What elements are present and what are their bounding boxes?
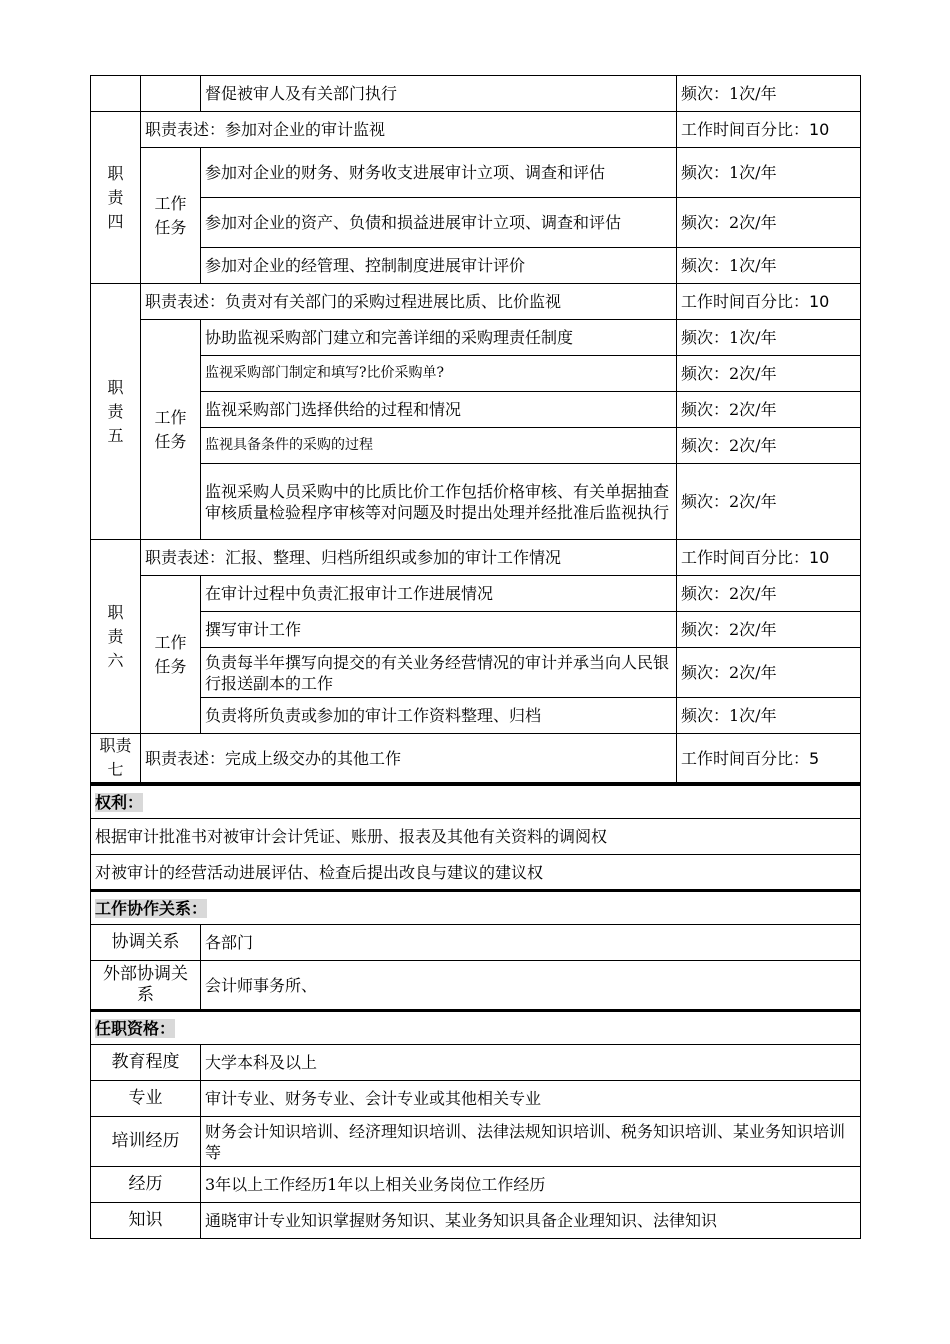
relation-label: 外部协调关系 (91, 961, 201, 1011)
qualification-value: 3年以上工作经历1年以上相关业务岗位工作经历 (201, 1167, 861, 1203)
task-text: 督促被审人及有关部门执行 (201, 76, 677, 112)
duty-description-row (91, 284, 861, 320)
task-text: 监视具备条件的采购的过程 (201, 428, 677, 464)
table-row (91, 698, 861, 734)
qualification-label: 培训经历 (91, 1117, 201, 1167)
relations-heading: 工作协作关系： (91, 891, 861, 925)
list-item (91, 855, 861, 891)
duty-time-percent: 工作时间百分比：10 (677, 284, 861, 320)
task-text: 撰写审计工作 (201, 612, 677, 648)
task-frequency: 频次：2次/年 (677, 428, 861, 464)
duty-title: 职责四 (91, 112, 141, 284)
duty-title: 职责六 (91, 540, 141, 734)
task-frequency: 频次：1次/年 (677, 320, 861, 356)
duty-title: 职责七 (91, 734, 141, 783)
task-frequency: 频次：1次/年 (677, 698, 861, 734)
task-text: 监视采购部门选择供给的过程和情况 (201, 392, 677, 428)
qualification-value: 审计专业、财务专业、会计专业或其他相关专业 (201, 1081, 861, 1117)
list-item (91, 819, 861, 855)
table-row (91, 320, 861, 356)
qualification-value: 大学本科及以上 (201, 1045, 861, 1081)
duty-title: 职责五 (91, 284, 141, 540)
table-row (91, 248, 861, 284)
table-row (91, 198, 861, 248)
qualification-value: 通晓审计专业知识掌握财务知识、某业务知识具备企业理知识、法律知识 (201, 1203, 861, 1239)
task-label: 工作任务 (141, 148, 201, 284)
qualification-label: 经历 (91, 1167, 201, 1203)
rights-heading: 权利： (91, 785, 861, 819)
task-text: 负责每半年撰写向提交的有关业务经营情况的审计并承当向人民银行报送副本的工作 (201, 648, 677, 698)
duty-time-percent: 工作时间百分比：10 (677, 112, 861, 148)
duty-description: 职责表述：参加对企业的审计监视 (141, 112, 677, 148)
task-frequency: 频次：2次/年 (677, 356, 861, 392)
task-frequency: 频次：1次/年 (677, 148, 861, 198)
table-row (91, 961, 861, 1011)
duty-description: 职责表述：汇报、整理、归档所组织或参加的审计工作情况 (141, 540, 677, 576)
table-row (91, 1045, 861, 1081)
task-frequency: 频次：2次/年 (677, 612, 861, 648)
duty-description-row (91, 540, 861, 576)
task-frequency: 频次：2次/年 (677, 198, 861, 248)
relation-label: 协调关系 (91, 925, 201, 961)
duty-time-percent: 工作时间百分比：5 (677, 734, 861, 783)
details-table (90, 783, 861, 1239)
table-row (91, 1167, 861, 1203)
task-frequency: 频次：1次/年 (677, 76, 861, 112)
task-text: 协助监视采购部门建立和完善详细的采购理责任制度 (201, 320, 677, 356)
table-row (91, 1203, 861, 1239)
relation-value: 各部门 (201, 925, 861, 961)
relation-value: 会计师事务所、 (201, 961, 861, 1011)
task-text: 在审计过程中负责汇报审计工作进展情况 (201, 576, 677, 612)
duty-description-row (91, 112, 861, 148)
task-text: 监视采购部门制定和填写?比价采购单? (201, 356, 677, 392)
task-text: 参加对企业的财务、财务收支进展审计立项、调查和评估 (201, 148, 677, 198)
task-text: 负责将所负责或参加的审计工作资料整理、归档 (201, 698, 677, 734)
duty-description-row (91, 734, 861, 783)
qualification-label: 专业 (91, 1081, 201, 1117)
task-frequency: 频次：2次/年 (677, 576, 861, 612)
table-row (91, 1117, 861, 1167)
section-heading-row (91, 891, 861, 925)
rights-item: 对被审计的经营活动进展评估、检查后提出改良与建议的建议权 (91, 855, 861, 891)
task-frequency: 频次：2次/年 (677, 464, 861, 540)
table-row (91, 576, 861, 612)
task-label: 工作任务 (141, 576, 201, 734)
qualification-value: 财务会计知识培训、经济理知识培训、法律法规知识培训、税务知识培训、某业务知识培训等 (201, 1117, 861, 1167)
duty-time-percent: 工作时间百分比：10 (677, 540, 861, 576)
rights-item: 根据审计批准书对被审计会计凭证、账册、报表及其他有关资料的调阅权 (91, 819, 861, 855)
table-row (91, 392, 861, 428)
task-text: 监视采购人员采购中的比质比价工作包括价格审核、有关单据抽查审核质量检验程序审核等对问题及时提出处理并经批准后监视执行 (201, 464, 677, 540)
duty-description: 职责表述：完成上级交办的其他工作 (141, 734, 677, 783)
duty-description: 职责表述：负责对有关部门的采购过程进展比质、比价监视 (141, 284, 677, 320)
table-row (91, 356, 861, 392)
table-row (91, 428, 861, 464)
qualification-label: 知识 (91, 1203, 201, 1239)
qualifications-heading: 任职资格： (91, 1011, 861, 1045)
table-row (91, 925, 861, 961)
table-row (91, 612, 861, 648)
qualification-label: 教育程度 (91, 1045, 201, 1081)
table-row (91, 76, 861, 112)
job-description-document (90, 75, 860, 1239)
task-text: 参加对企业的资产、负债和损益进展审计立项、调查和评估 (201, 198, 677, 248)
section-heading-row (91, 1011, 861, 1045)
task-text: 参加对企业的经管理、控制制度进展审计评价 (201, 248, 677, 284)
task-frequency: 频次：2次/年 (677, 648, 861, 698)
table-row (91, 148, 861, 198)
task-frequency: 频次：2次/年 (677, 392, 861, 428)
section-heading-row (91, 785, 861, 819)
task-frequency: 频次：1次/年 (677, 248, 861, 284)
table-row (91, 464, 861, 540)
table-row (91, 648, 861, 698)
task-label: 工作任务 (141, 320, 201, 540)
duties-table (90, 75, 861, 783)
table-row (91, 1081, 861, 1117)
